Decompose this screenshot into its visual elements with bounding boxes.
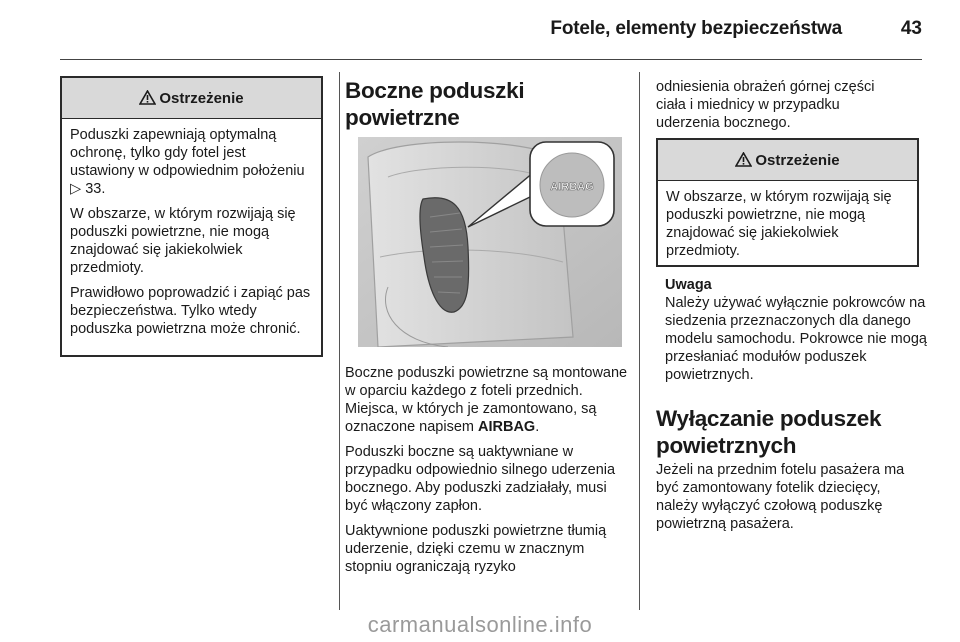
warning-paragraph-2: W obszarze, w którym rozwijają się poduszki powietrzne, nie mogą znajdować się jakiekolwiek przedmioty. bbox=[70, 206, 296, 276]
col2-paragraph-2: Poduszki boczne są uaktywniane w przypadku odpowiednio silnego uderzenia bocznego. Aby poduszki zadziałały, musi być włączony zapłon. bbox=[345, 444, 616, 514]
warning-body bbox=[658, 181, 917, 260]
seat-illustration bbox=[358, 137, 622, 347]
warning-heading-text: Ostrzeżenie bbox=[159, 89, 244, 107]
warning-heading bbox=[658, 140, 917, 181]
watermark: carmanualsonline.info bbox=[367, 612, 593, 637]
page-header bbox=[0, 0, 960, 60]
warning-heading-text: Ostrzeżenie bbox=[755, 151, 840, 169]
warning-paragraph: W obszarze, w którym rozwijają się poduszki powietrzne, nie mogą znajdować się jakiekolwiek przedmioty. bbox=[666, 189, 892, 259]
column-divider-1 bbox=[339, 72, 340, 610]
header-rule bbox=[60, 59, 922, 60]
warning-box-seat-position bbox=[60, 76, 323, 357]
section-heading-side-airbags: Boczne poduszki powietrzne bbox=[345, 78, 525, 130]
col3-continued-paragraph: odniesienia obrażeń górnej części ciała i miednicy w przypadku uderzenia bocznego. bbox=[656, 79, 875, 131]
note-block bbox=[665, 276, 927, 384]
note-body: Należy używać wyłącznie pokrowców na siedzenia przeznaczonych dla danego modelu samochodu. Pokrowce nie mogą przesłaniać modułów poduszek powietrznych. bbox=[665, 295, 927, 383]
col2-paragraph-1 bbox=[345, 364, 629, 436]
warning-paragraph-1 bbox=[70, 126, 313, 198]
col3-paragraph-2: Jeżeli na przednim fotelu pasażera ma być zamontowany fotelik dziecięcy, należy wyłączyć czołową poduszkę powietrzną pasażera. bbox=[656, 462, 905, 532]
page-number: 43 bbox=[900, 18, 922, 39]
col2-p1-text: Boczne poduszki powietrzne są montowane w oparciu każdego z foteli przednich. Miejsca, w których je zamontowano, są oznaczone napisem bbox=[345, 365, 628, 435]
page-ref-arrow-icon: ▷ bbox=[70, 181, 82, 197]
page-title: Fotele, elementy bezpieczeństwa bbox=[550, 18, 842, 39]
warning-box-airbag-area bbox=[656, 138, 919, 267]
col2-p1-end: . bbox=[535, 419, 540, 435]
warning-paragraph-3: Prawidłowo poprowadzić i zapiąć pas bezpieczeństwa. Tylko wtedy poduszka powietrzna może chronić. bbox=[70, 285, 311, 337]
warning-triangle-icon bbox=[735, 152, 752, 171]
warning-heading bbox=[62, 78, 321, 119]
section-heading-disable-airbags: Wyłączanie poduszek powietrznych bbox=[656, 406, 882, 458]
col2-body bbox=[345, 364, 629, 583]
note-title: Uwaga bbox=[665, 277, 712, 293]
page-ref-link[interactable]: 33. bbox=[85, 181, 106, 197]
warning-triangle-icon bbox=[139, 90, 156, 109]
warning-body bbox=[62, 119, 321, 338]
side-airbag-figure bbox=[358, 137, 622, 347]
warning-text-1: Poduszki zapewniają optymalną ochronę, tylko gdy fotel jest ustawiony w odpowiednim położeniu bbox=[70, 127, 305, 179]
column-divider-2 bbox=[639, 72, 640, 610]
airbag-label: AIRBAG bbox=[550, 181, 594, 193]
col2-paragraph-3: Uaktywnione poduszki powietrzne tłumią uderzenie, dzięki czemu w znacznym stopniu ograniczają ryzyko bbox=[345, 523, 607, 575]
airbag-bold-text: AIRBAG bbox=[478, 419, 536, 435]
